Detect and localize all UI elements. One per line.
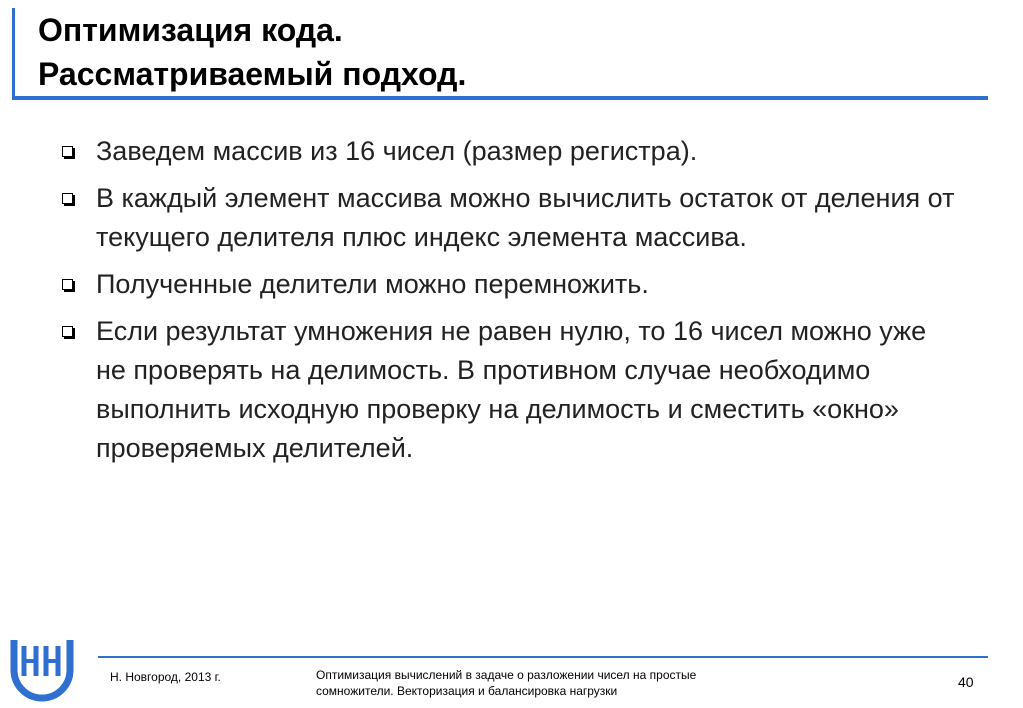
bullet-item: [60, 132, 960, 171]
bullet-text: Полученные делители можно перемножить.: [96, 269, 649, 299]
slide-title-line-1: Оптимизация кода.: [38, 12, 343, 48]
footer-divider: [98, 656, 988, 658]
page-number: 40: [958, 674, 974, 690]
bullet-list: [60, 132, 960, 476]
bullet-text: Если результат умножения не равен нулю, то 16 чисел можно уже не проверять на делимость. В противном случае необходимо выполнить исходную проверку на делимость и сместить «окно» проверяемых делителей.: [96, 316, 927, 463]
bullet-text: Заведем массив из 16 чисел (размер регистра).: [96, 136, 698, 166]
bullet-text: В каждый элемент массива можно вычислить остаток от деления от текущего делителя плюс индекс элемента массива.: [96, 183, 955, 252]
slide-title: [38, 8, 466, 96]
title-divider: [12, 96, 988, 100]
bullet-item: [60, 179, 960, 257]
checkbox-bullet-icon: [62, 193, 73, 204]
unn-logo-icon: [6, 632, 78, 704]
title-accent-bar: [12, 8, 15, 100]
footer-course-line-2: сомножители. Векторизация и балансировка нагрузки: [316, 684, 618, 698]
checkbox-bullet-icon: [62, 279, 73, 290]
footer-course-line-1: Оптимизация вычислений в задаче о разложении чисел на простые: [316, 668, 697, 682]
footer-course-title: [316, 667, 786, 699]
checkbox-bullet-icon: [62, 146, 73, 157]
bullet-item: [60, 312, 960, 468]
checkbox-bullet-icon: [62, 326, 73, 337]
footer-city-year: Н. Новгород, 2013 г.: [110, 670, 221, 684]
slide-title-line-2: Рассматриваемый подход.: [38, 56, 467, 92]
bullet-item: [60, 265, 960, 304]
